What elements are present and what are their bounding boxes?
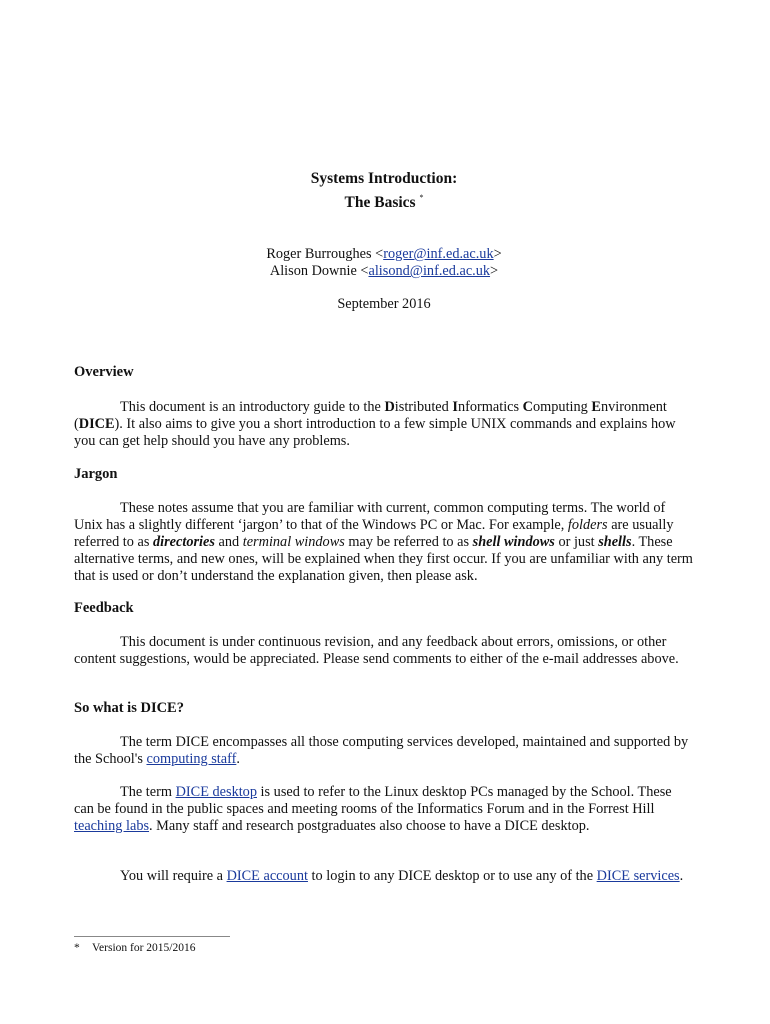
dice-desktop-link[interactable]: DICE desktop xyxy=(175,784,257,800)
section-heading-dice: So what is DICE? xyxy=(74,700,184,716)
title-footnote-mark: * xyxy=(419,193,424,202)
overview-paragraph: This document is an introductory guide to the Distributed Informatics Computing Environment (DICE). It also aims to give you a short introduction to a few simple UNIX commands and explains how you can get help should you have any problems. xyxy=(74,399,676,449)
footnote-text: Version for 2015/2016 xyxy=(92,942,196,954)
dice-account-link[interactable]: DICE account xyxy=(226,868,308,884)
computing-staff-link[interactable]: computing staff xyxy=(146,751,237,767)
section-heading-jargon: Jargon xyxy=(74,466,118,482)
jargon-paragraph: These notes assume that you are familiar with current, common computing terms. The world of Unix has a slightly different ‘jargon’ to that of the Windows PC or Mac. For example, folders are usually referred to as directories and terminal windows may be referred to as shell windows or just shells. These alternative terms, and new ones, will be explained when they first occur. If you are unfamiliar with any term that is used or don’t understand the explanation given, then please ask. xyxy=(74,500,693,584)
document-date: September 2016 xyxy=(337,296,431,312)
author-2-name: Alison Downie xyxy=(269,263,357,279)
author-2-email-link[interactable]: alisond@inf.ed.ac.uk xyxy=(368,263,491,279)
footnote-mark: * xyxy=(74,942,80,954)
footnote-separator xyxy=(74,936,230,937)
dice-paragraph-3: You will require a DICE account to login to any DICE desktop or to use any of the DICE services. xyxy=(120,868,684,884)
authors-block xyxy=(74,246,694,280)
dice-paragraph-2: The term DICE desktop is used to refer to the Linux desktop PCs managed by the School. These can be found in the public spaces and meeting rooms of the Informatics Forum and in the Forrest Hill teaching labs. Many staff and research postgraduates also choose to have a DICE desktop. xyxy=(74,784,672,834)
dice-services-link[interactable]: DICE services xyxy=(596,868,680,884)
section-heading-feedback: Feedback xyxy=(74,600,134,616)
author-1: Roger Burroughes <roger@inf.ed.ac.uk> xyxy=(266,246,502,262)
author-2: Alison Downie <alisond@inf.ed.ac.uk> xyxy=(269,263,499,279)
title-line-1: Systems Introduction: xyxy=(310,170,458,187)
title-line-2: The Basics xyxy=(344,194,416,211)
author-1-name: Roger Burroughes xyxy=(266,246,372,262)
section-heading-overview: Overview xyxy=(74,364,134,380)
footnote xyxy=(74,941,196,955)
document-title xyxy=(74,169,694,212)
teaching-labs-link[interactable]: teaching labs xyxy=(74,818,150,834)
dice-paragraph-1: The term DICE encompasses all those computing services developed, maintained and supported by the School's computing staff. xyxy=(74,734,689,767)
author-1-email-link[interactable]: roger@inf.ed.ac.uk xyxy=(383,246,494,262)
feedback-paragraph: This document is under continuous revision, and any feedback about errors, omissions, or other content suggestions, would be appreciated. Please send comments to either of the e-mail addresses above. xyxy=(74,634,679,667)
